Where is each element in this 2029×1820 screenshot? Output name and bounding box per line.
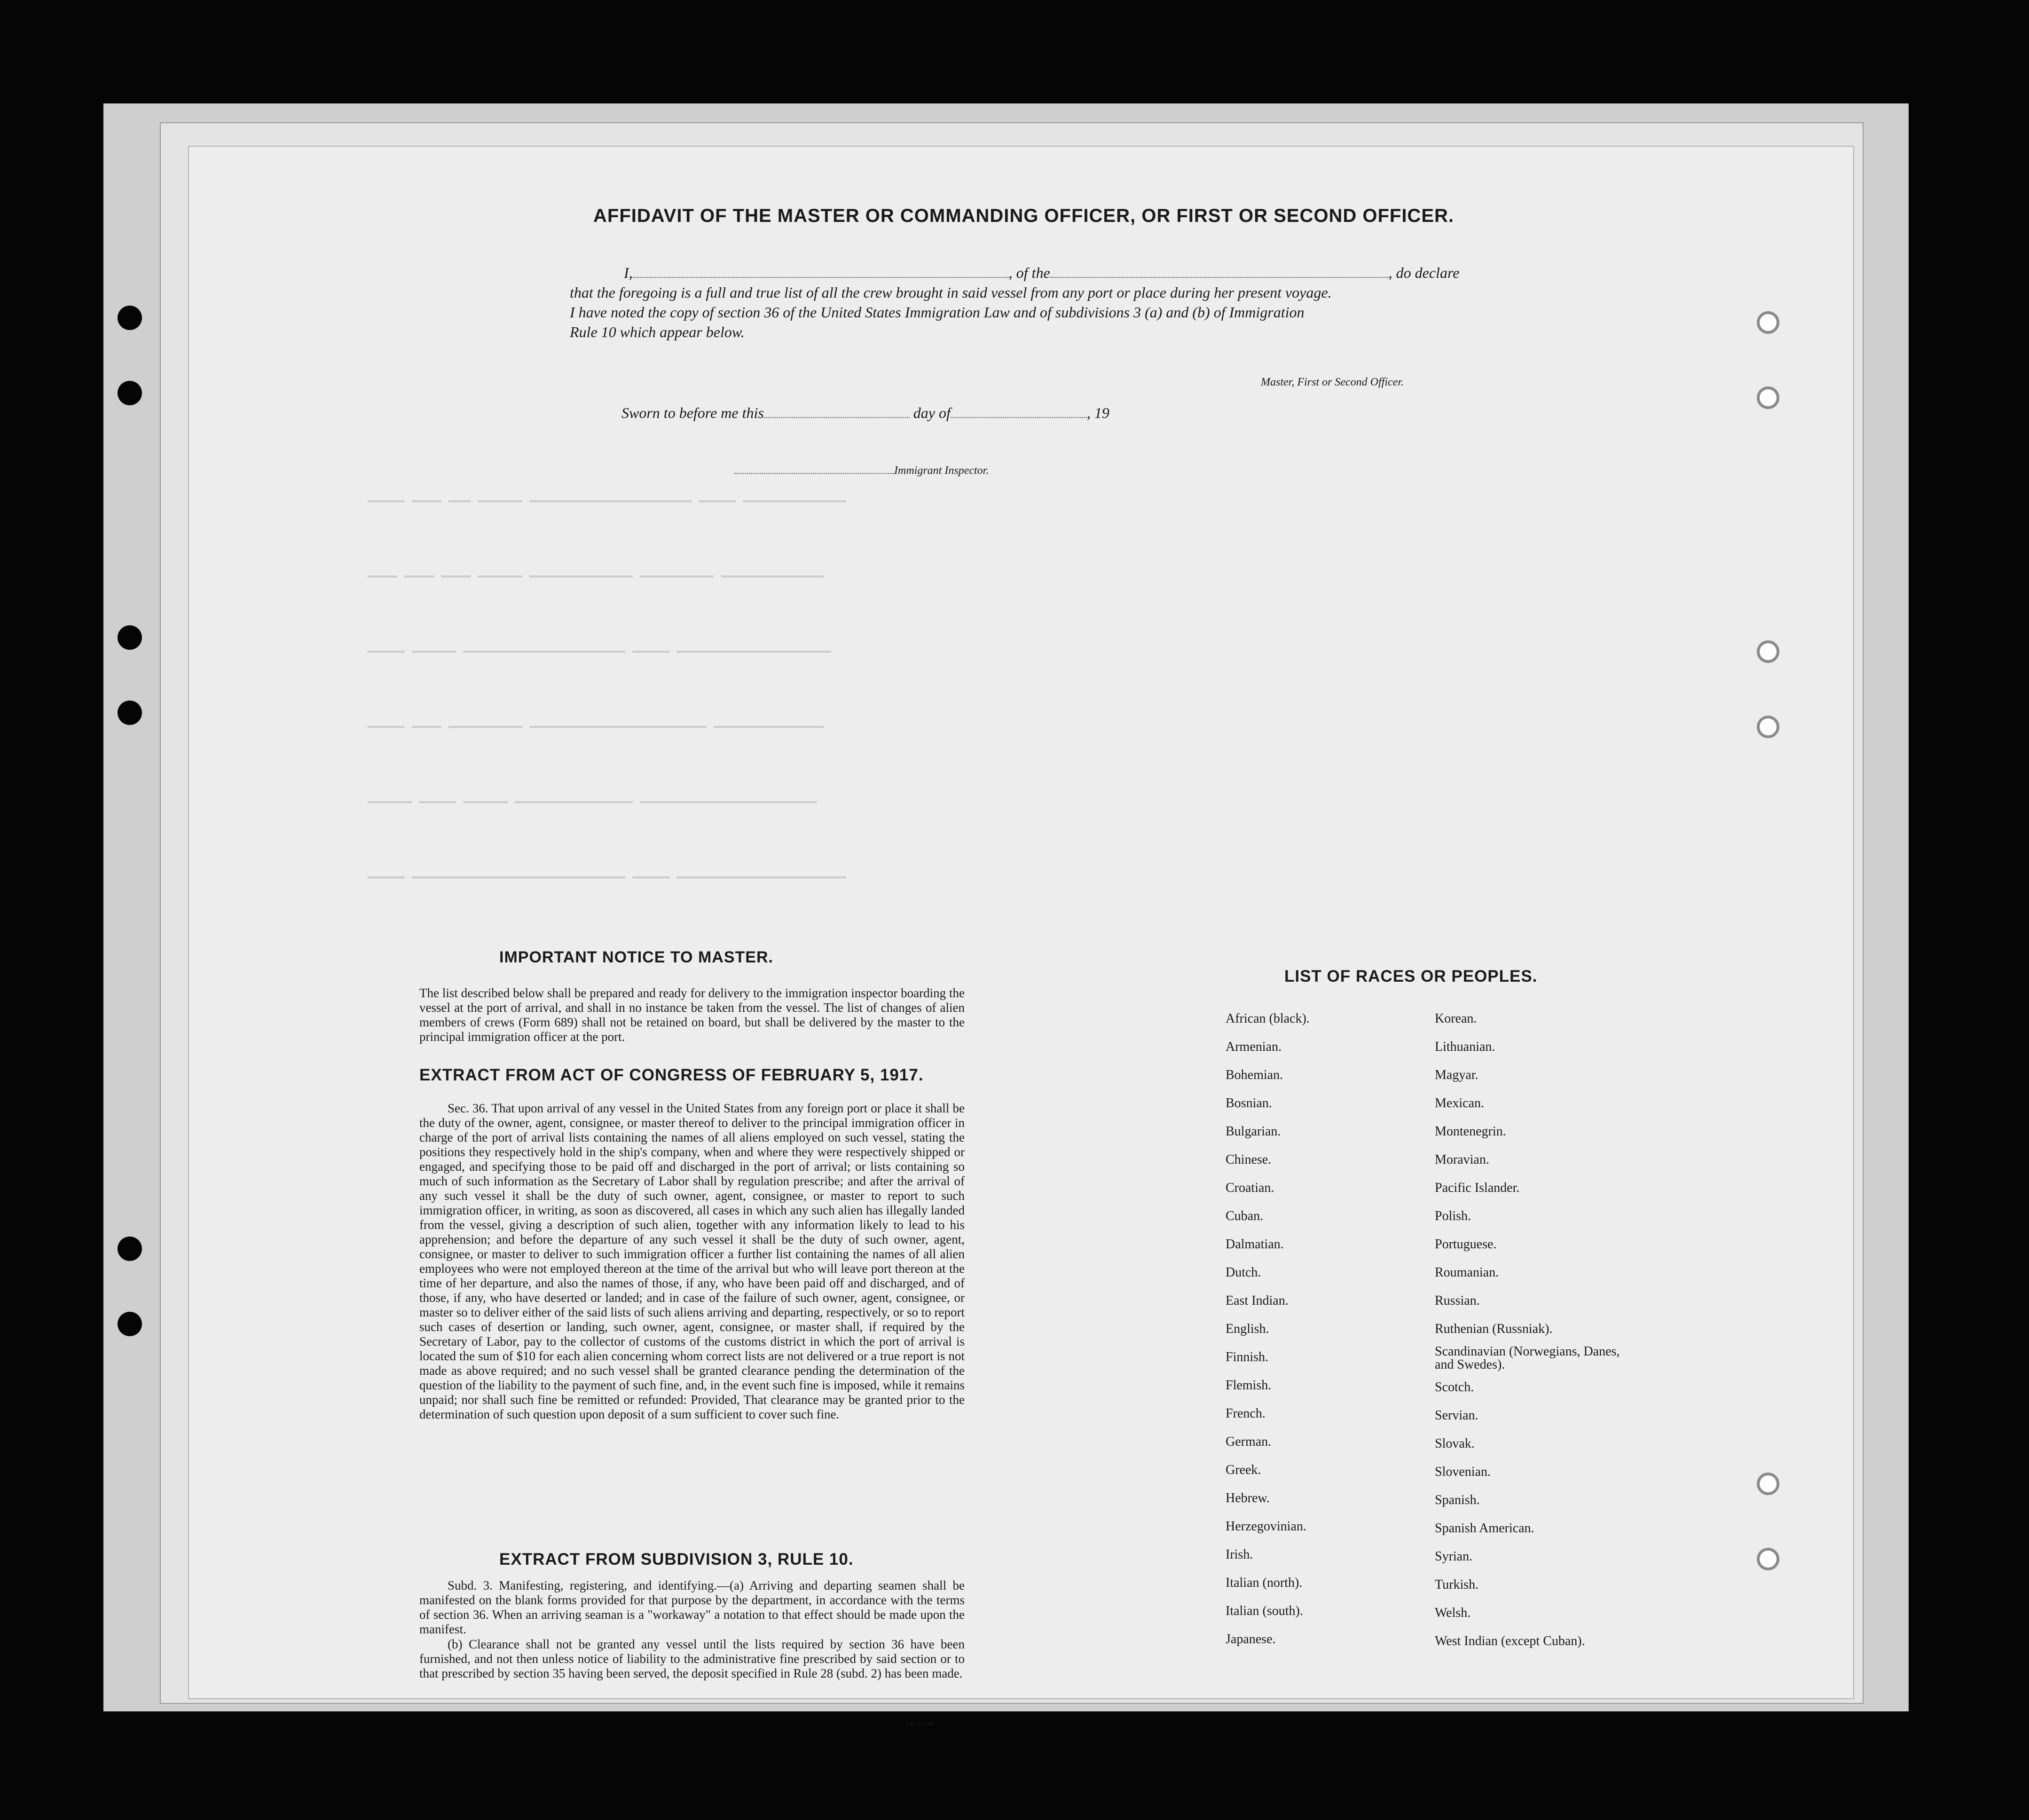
rule-extract-text-a: Subd. 3. Manifesting, registering, and identifying.—(a) Arriving and departing seamen shall be manifested on the blank forms provided for that purpose by the department, in accordance with the terms of section 36. When an arriving seaman is a "workaway" a notation to that effect should be made upon the manifest. xyxy=(419,1578,965,1636)
race-item: Syrian. xyxy=(1435,1549,1473,1564)
race-item: Slovak. xyxy=(1435,1436,1475,1451)
affidavit-i: I, xyxy=(624,264,633,281)
race-item: Moravian. xyxy=(1435,1152,1489,1167)
sworn-month-field[interactable] xyxy=(951,417,1087,418)
race-item: Welsh. xyxy=(1435,1606,1471,1620)
vessel-name-field[interactable] xyxy=(1050,277,1389,278)
binder-hole xyxy=(118,701,142,725)
races-left-column xyxy=(1226,1005,1310,1654)
rule-extract-text-b: (b) Clearance shall not be granted any vessel until the lists required by section 36 have been furnished, and not then unless notice of liability to the administrative fine prescribed by said section or to that prescribed by section 35 having been served, the deposit specified in Rule 28 (subd. 2) has been made. xyxy=(419,1637,965,1680)
race-item: Chinese. xyxy=(1226,1152,1272,1167)
race-item: Spanish American. xyxy=(1435,1521,1534,1536)
race-item: African (black). xyxy=(1226,1011,1310,1026)
affidavit-line-4: Rule 10 which appear below. xyxy=(570,323,745,340)
race-item: Dalmatian. xyxy=(1226,1237,1284,1252)
punch-ring xyxy=(1757,1548,1779,1570)
affidavit-title: AFFIDAVIT OF THE MASTER OR COMMANDING OFFICER, OR FIRST OR SECOND OFFICER. xyxy=(593,205,1454,226)
notice-text: The list described below shall be prepared and ready for delivery to the immigration inspector boarding the vessel at the port of arrival, and shall in no instance be taken from the vessel. The list of changes of alien members of crews (Form 689) shall not be retained on board, but shall be delivered by the master to the principal immigration officer at the port. xyxy=(419,986,965,1044)
race-item: Roumanian. xyxy=(1435,1265,1499,1280)
race-item: Scotch. xyxy=(1435,1380,1474,1395)
bleed-through-row: ━━━━━ ━━━━━━━━━━━━━━━━━━━━━━━━━━━━━ ━━━━━ ━━━━━━━━━━━━━━━━━━━━━━━ xyxy=(368,871,846,885)
race-item: East Indian. xyxy=(1226,1293,1289,1308)
race-item: Montenegrin. xyxy=(1435,1124,1506,1139)
race-item: Lithuanian. xyxy=(1435,1040,1495,1054)
race-item: Armenian. xyxy=(1226,1040,1282,1054)
race-item: Dutch. xyxy=(1226,1265,1261,1280)
race-item: Ruthenian (Russniak). xyxy=(1435,1322,1553,1336)
race-item: Italian (south). xyxy=(1226,1604,1303,1618)
race-item: English. xyxy=(1226,1322,1269,1336)
race-item: Pacific Islander. xyxy=(1435,1181,1520,1195)
sworn-line xyxy=(621,404,1109,422)
punch-ring xyxy=(1757,311,1779,334)
affidavit-line-1 xyxy=(624,264,1459,282)
binder-hole xyxy=(118,1312,142,1336)
master-signature-label: Master, First or Second Officer. xyxy=(1261,376,1404,388)
race-item: Herzegovinian. xyxy=(1226,1519,1306,1534)
binder-hole xyxy=(118,381,142,405)
affidavit-do-declare: , do declare xyxy=(1388,264,1460,281)
binder-hole xyxy=(118,1237,142,1261)
punch-ring xyxy=(1757,640,1779,663)
notice-title: IMPORTANT NOTICE TO MASTER. xyxy=(499,948,773,966)
binder-hole xyxy=(118,306,142,330)
act-extract-text: Sec. 36. That upon arrival of any vessel in the United States from any foreign port or place it shall be the duty of the owner, agent, consignee, or master thereof to deliver to the principal immigration officer in charge of the port of arrival lists containing the names of all aliens employed on such vessel, stating the positions they respectively hold in the ship's company, when and where they were respectively shipped or engaged, and specifying those to be paid off and discharged in the port of arrival; or lists containing so much of such information as the Secretary of Labor shall by regulation prescribe; and after the arrival of any such vessel it shall be the duty of such owner, agent, consignee, or master to report to such immigration officer, in writing, as soon as discovered, all cases in which any such alien has illegally landed from the vessel, giving a description of such alien, together with any information likely to lead to his apprehension; and before the departure of any such vessel it shall be the duty of such owner, agent, consignee, or master to deliver to such immigration officer a further list containing the names of all alien employees who were not employed thereon at the time of the arrival but who will leave port thereon at the time of her departure, and also the names of those, if any, who have been paid off and discharged, and of those, if any, who have deserted or landed; and in case of the failure of such owner, agent, consignee, or master so to deliver either of the said lists of such aliens arriving and departing, respectively, or so to report such cases of desertion or landing, such owner, agent, consignee, or master shall, if required by the Secretary of Labor, pay to the collector of customs of the customs district in which the port of arrival is located the sum of $10 for each alien concerning whom correct lists are not delivered or a true report is not made as above required; and no such vessel shall be granted clearance pending the determination of the question of the liability to the payment of such fine, and, in the event such fine is imposed, while it remains unpaid; nor shall such fine be remitted or refunded: Provided, That clearance may be granted prior to the determination of such question upon deposit of a sum sufficient to cover such fine. xyxy=(419,1101,965,1421)
race-item: Croatian. xyxy=(1226,1181,1274,1195)
act-extract-title: EXTRACT FROM ACT OF CONGRESS OF FEBRUARY 5, 1917. xyxy=(419,1066,924,1084)
race-item: Finnish. xyxy=(1226,1350,1269,1364)
sworn-year: , 19 xyxy=(1086,404,1109,421)
race-item: French. xyxy=(1226,1406,1266,1421)
race-item: Hebrew. xyxy=(1226,1491,1270,1505)
inspector-signature-line xyxy=(734,465,989,477)
inspector-label: Immigrant Inspector. xyxy=(894,465,989,477)
races-right-column xyxy=(1435,1005,1623,1655)
race-item: Bosnian. xyxy=(1226,1096,1272,1111)
race-item: Korean. xyxy=(1435,1011,1477,1026)
bleed-through-row: ━━━━━ ━━━━━━ ━━━━━━━━━━━━━━━━━━━━━━ ━━━━━ ━━━━━━━━━━━━━━━━━━━━━ xyxy=(368,645,832,659)
bleed-through-row: ━━━━━━ ━━━━━ ━━━━━━ ━━━━━━━━━━━━━━━━ ━━━━━━━━━━━━━━━━━━━━━━━━ xyxy=(368,796,817,810)
bleed-through-row: ━━━━━ ━━━━ ━━━━━━━━━━ ━━━━━━━━━━━━━━━━━━━━━━━━ ━━━━━━━━━━━━━━━ xyxy=(368,720,824,734)
master-name-field[interactable] xyxy=(633,277,1009,278)
race-item: Spanish. xyxy=(1435,1493,1480,1507)
race-item: Bohemian. xyxy=(1226,1068,1283,1082)
sworn-day-of: day of xyxy=(913,404,951,421)
race-item: Italian (north). xyxy=(1226,1576,1303,1590)
rule-extract-title: EXTRACT FROM SUBDIVISION 3, RULE 10. xyxy=(499,1550,854,1568)
race-item: Polish. xyxy=(1435,1209,1471,1223)
sworn-day-field[interactable] xyxy=(764,417,910,418)
affidavit-page xyxy=(188,146,1854,1727)
race-item: Servian. xyxy=(1435,1408,1478,1423)
affidavit-of-the: , of the xyxy=(1008,264,1050,281)
punch-ring xyxy=(1757,1473,1779,1495)
affidavit-line-2: that the foregoing is a full and true list of all the crew brought in said vessel from any port or place during her present voyage. xyxy=(570,284,1332,301)
races-title: LIST OF RACES OR PEOPLES. xyxy=(1284,967,1538,985)
bleed-through-row: ━━━━━ ━━━━ ━━━ ━━━━━━ ━━━━━━━━━━━━━━━━━━━━━━ ━━━━━ ━━━━━━━━━━━━━━ xyxy=(368,495,846,509)
race-item: Cuban. xyxy=(1226,1209,1264,1223)
sworn-text: Sworn to before me this xyxy=(621,404,764,421)
race-item: Portuguese. xyxy=(1435,1237,1497,1252)
punch-ring xyxy=(1757,386,1779,409)
affidavit-line-3: I have noted the copy of section 36 of the United States Immigration Law and of subdivisions 3 (a) and (b) of Immigration xyxy=(570,304,1305,321)
race-item: Greek. xyxy=(1226,1463,1261,1477)
race-item: Russian. xyxy=(1435,1293,1480,1308)
race-item: Flemish. xyxy=(1226,1378,1272,1393)
race-item: West Indian (except Cuban). xyxy=(1435,1634,1585,1648)
race-item: Japanese. xyxy=(1226,1632,1276,1647)
binder-hole xyxy=(118,625,142,650)
inspector-signature-field[interactable] xyxy=(734,473,894,474)
bleed-through-row: ━━━━ ━━━━ ━━━━ ━━━━━━ ━━━━━━━━━━━━━━ ━━━━━━━━━━ ━━━━━━━━━━━━━━ xyxy=(368,570,824,584)
race-item: Slovenian. xyxy=(1435,1465,1491,1479)
race-item: Turkish. xyxy=(1435,1577,1479,1592)
race-item: Mexican. xyxy=(1435,1096,1484,1111)
race-item: Irish. xyxy=(1226,1547,1253,1562)
race-item: Bulgarian. xyxy=(1226,1124,1281,1139)
race-item: Magyar. xyxy=(1435,1068,1478,1082)
form-number: 14—1240 xyxy=(906,1719,935,1727)
punch-ring xyxy=(1757,716,1779,738)
race-item: German. xyxy=(1226,1434,1272,1449)
race-item: Scandinavian (Norwegians, Danes, and Swedes). xyxy=(1435,1344,1620,1372)
